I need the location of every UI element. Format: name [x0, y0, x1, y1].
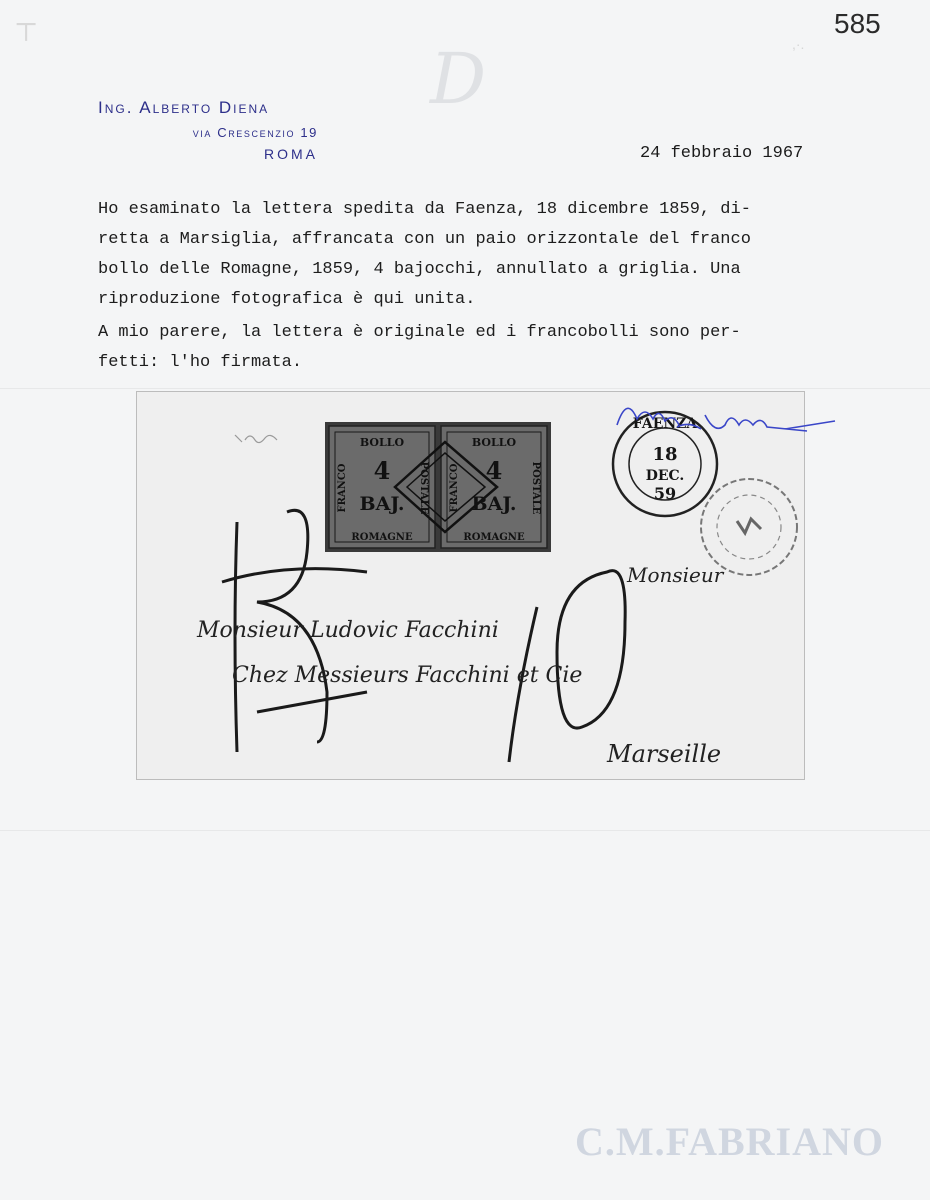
paragraph-line: retta a Marsiglia, affrancata con un paio orizzontale del franco	[98, 230, 751, 249]
pencil-mark: ⊤	[14, 18, 39, 48]
address-line-4: Marseille	[607, 740, 722, 768]
postmark-town: FAENZA	[632, 416, 698, 432]
paragraph-line: Ho esaminato la lettera spedita da Faenza, 18 dicembre 1859, di-	[98, 200, 751, 219]
opinion-paragraph-1	[98, 195, 848, 315]
address-line-3: Chez Messieurs Facchini et Cie	[232, 663, 583, 688]
stamp-pair	[325, 422, 551, 552]
stamp-left-top-label: BOLLO	[359, 436, 405, 449]
opinion-paragraph-2	[98, 318, 848, 378]
stamp-left-bottom-label: ROMAGNE	[351, 532, 413, 543]
stamp-left-unit: BAJ.	[359, 493, 405, 515]
stamp-right-side-right-label: POSTALE	[530, 461, 541, 515]
pencil-corner-mark: ,·.	[792, 36, 805, 52]
address-line-2: Monsieur Ludovic Facchini	[197, 618, 499, 643]
letterhead-city: ROMA	[264, 146, 318, 162]
address-line-1: Monsieur	[627, 563, 724, 587]
postmark-year: 59	[653, 484, 677, 503]
stamp-right-value: 4	[485, 456, 503, 485]
faint-initial-mark: D	[430, 38, 487, 120]
stamp-right	[441, 426, 547, 548]
stamp-right-unit: BAJ.	[471, 493, 517, 515]
stamp-right-side-label: FRANCO	[449, 463, 460, 513]
letterhead-name: Ing. Alberto Diena	[98, 98, 270, 117]
paragraph-line: bollo delle Romagne, 1859, 4 bajocchi, annullato a griglia. Una	[98, 260, 741, 279]
stamp-right-bottom-label: ROMAGNE	[463, 532, 525, 543]
postmark-month: DEC.	[645, 468, 685, 484]
fold-line	[0, 830, 930, 831]
stamp-left-value: 4	[373, 456, 391, 485]
letterhead-street: via Crescenzio 19	[192, 125, 318, 140]
stamp-left-side-label: FRANCO	[337, 463, 348, 513]
stamp-left-side-right-label: POSTALE	[418, 461, 429, 515]
stamp-right-top-label: BOLLO	[471, 436, 517, 449]
lot-number: 585	[834, 8, 881, 39]
paper-watermark: C.M.FABRIANO	[575, 1119, 885, 1164]
fold-line	[0, 388, 930, 389]
paragraph-line: fetti: l'ho firmata.	[98, 353, 303, 372]
certificate-date: 24 febbraio 1967	[640, 144, 804, 163]
expert-signature	[605, 395, 845, 455]
stamp-left	[329, 426, 435, 548]
postmark-day: 18	[652, 444, 678, 465]
paragraph-line: riproduzione fotografica è qui unita.	[98, 290, 476, 309]
paragraph-line: A mio parere, la lettera è originale ed i francobolli sono per-	[98, 323, 741, 342]
